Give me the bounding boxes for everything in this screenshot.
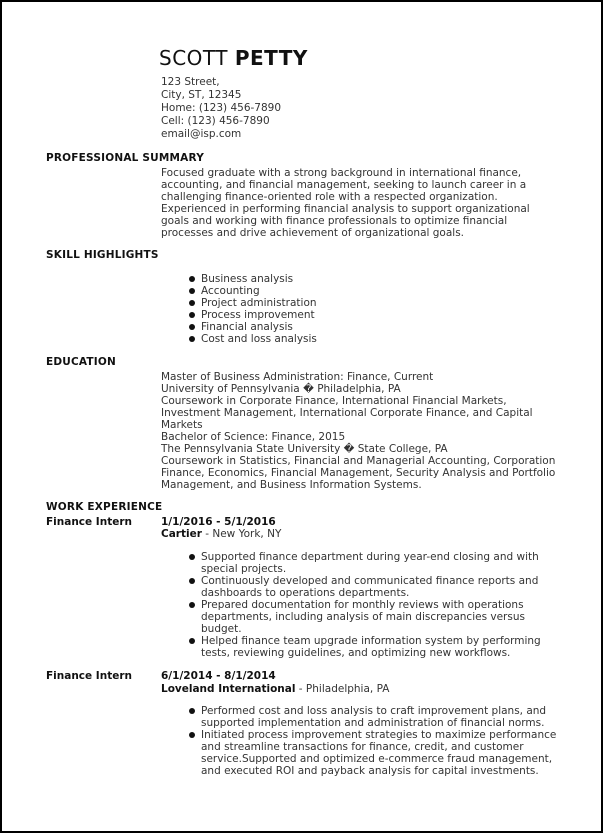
skill-item: Financial analysis <box>188 321 317 333</box>
skill-item: Cost and loss analysis <box>188 333 317 345</box>
first-name: SCOTT <box>159 46 228 70</box>
job-1-bullet: Supported finance department during year-end closing and with special projects. <box>188 551 558 575</box>
contact-block <box>161 76 281 141</box>
job-2-dates: 6/1/2014 - 8/1/2014 <box>161 670 276 682</box>
job-1-company: Cartier <box>161 528 202 540</box>
job-1-bullet: Helped finance team upgrade information system by performing tests, reviewing guidelines, and optimizing new workflows. <box>188 635 558 659</box>
job-1-bullets <box>188 551 558 659</box>
email: email@isp.com <box>161 128 242 140</box>
address-line-2: City, ST, 12345 <box>161 89 242 101</box>
degree-1: Master of Business Administration: Finance, Current <box>161 371 434 383</box>
cell-phone: Cell: (123) 456-7890 <box>161 115 270 127</box>
candidate-name <box>159 46 308 70</box>
summary-heading: PROFESSIONAL SUMMARY <box>46 152 205 164</box>
job-2-bullets <box>188 705 558 777</box>
skills-list <box>188 273 317 345</box>
home-phone: Home: (123) 456-7890 <box>161 102 282 114</box>
work-heading: WORK EXPERIENCE <box>46 501 163 513</box>
job-1-dates: 1/1/2016 - 5/1/2016 <box>161 516 276 528</box>
job-2-company: Loveland International <box>161 683 296 695</box>
summary-text: Focused graduate with a strong background in international finance, accounting, and financial management, seeking to launch career in a challenging finance-oriented role with a respected organization. Experienced in performing financial analysis to support organizational goals and working with finance professionals to optimize financial processes and drive achievement of organizational goals. <box>161 167 530 239</box>
skill-item: Project administration <box>188 297 317 309</box>
address-line-1: 123 Street, <box>161 76 220 88</box>
school-2: The Pennsylvania State University � State College, PA <box>161 443 448 455</box>
coursework-1: Coursework in Corporate Finance, International Financial Markets, Investment Management, International Corporate Finance, and Capital Markets <box>161 395 533 431</box>
skill-item: Accounting <box>188 285 317 297</box>
skill-item: Business analysis <box>188 273 317 285</box>
job-2-bullet: Performed cost and loss analysis to craft improvement plans, and supported implementation and administration of financial norms. <box>188 705 558 729</box>
coursework-2: Coursework in Statistics, Financial and Managerial Accounting, Corporation Finance, Economics, Financial Management, Security Analysis and Portfolio Management, and Business Information Systems. <box>161 455 556 491</box>
job-2-bullet: Initiated process improvement strategies to maximize performance and streamline transactions for finance, credit, and customer service.Supported and optimized e-commerce fraud management, and executed ROI and payback analysis for capital investments. <box>188 729 558 777</box>
job-1-location: - New York, NY <box>201 528 282 540</box>
job-2-location: - Philadelphia, PA <box>295 683 390 695</box>
job-1-title: Finance Intern <box>46 516 132 528</box>
degree-2: Bachelor of Science: Finance, 2015 <box>161 431 346 443</box>
education-heading: EDUCATION <box>46 356 117 368</box>
job-1-bullet: Continuously developed and communicated finance reports and dashboards to operations departments. <box>188 575 558 599</box>
job-1-bullet: Prepared documentation for monthly reviews with operations departments, including analysis of main discrepancies versus budget. <box>188 599 558 635</box>
job-1-employer <box>161 528 281 540</box>
school-1: University of Pennsylvania � Philadelphia, PA <box>161 383 401 395</box>
skills-heading: SKILL HIGHLIGHTS <box>46 249 159 261</box>
last-name: PETTY <box>234 46 308 70</box>
job-2-title: Finance Intern <box>46 670 132 682</box>
education-block <box>161 371 561 491</box>
skill-item: Process improvement <box>188 309 317 321</box>
job-2-employer <box>161 683 389 695</box>
